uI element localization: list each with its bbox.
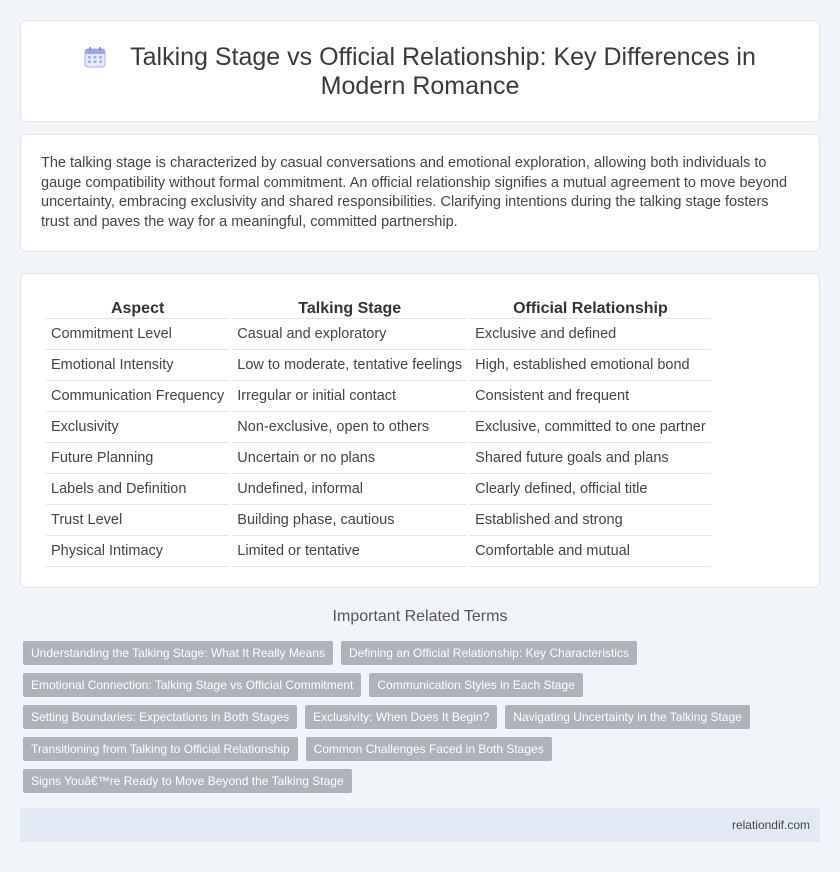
official-relationship-cell: Comfortable and mutual <box>470 536 711 567</box>
aspect-cell: Future Planning <box>46 443 229 474</box>
talking-stage-cell: Limited or tentative <box>232 536 467 567</box>
official-relationship-cell: Exclusive and defined <box>470 319 711 350</box>
aspect-cell: Physical Intimacy <box>46 536 229 567</box>
table-row <box>46 412 711 443</box>
official-relationship-cell: Shared future goals and plans <box>470 443 711 474</box>
talking-stage-cell: Uncertain or no plans <box>232 443 467 474</box>
table-row <box>46 381 711 412</box>
aspect-cell: Commitment Level <box>46 319 229 350</box>
comparison-table <box>43 296 714 567</box>
related-term-link[interactable]: Common Challenges Faced in Both Stages <box>306 737 552 761</box>
talking-stage-cell: Building phase, cautious <box>232 505 467 536</box>
talking-stage-cell: Undefined, informal <box>232 474 467 505</box>
related-term-link[interactable]: Signs Youâ€™re Ready to Move Beyond the Talking Stage <box>23 769 352 793</box>
official-relationship-cell: High, established emotional bond <box>470 350 711 381</box>
intro-paragraph: The talking stage is characterized by casual conversations and emotional exploration, allowing both individuals to gauge compatibility without formal commitment. An official relationship signifies a mutual agreement to move beyond uncertainty, embracing exclusivity and shared responsibilities. Clarifying intentions during the talking stage fosters trust and paves the way for a meaningful, committed partnership. <box>41 155 788 230</box>
page-title-row <box>21 43 819 101</box>
related-terms-list <box>23 641 813 793</box>
table-header-row <box>46 296 711 319</box>
related-term-link[interactable]: Defining an Official Relationship: Key Characteristics <box>341 641 637 665</box>
talking-stage-cell: Casual and exploratory <box>232 319 467 350</box>
related-term-link[interactable]: Navigating Uncertainty in the Talking Stage <box>505 705 750 729</box>
aspect-cell: Exclusivity <box>46 412 229 443</box>
aspect-cell: Emotional Intensity <box>46 350 229 381</box>
title-card <box>20 20 820 122</box>
related-term-link[interactable]: Understanding the Talking Stage: What It Really Means <box>23 641 333 665</box>
talking-stage-cell: Non-exclusive, open to others <box>232 412 467 443</box>
talking-stage-cell: Low to moderate, tentative feelings <box>232 350 467 381</box>
table-row <box>46 474 711 505</box>
aspect-cell: Labels and Definition <box>46 474 229 505</box>
table-row <box>46 443 711 474</box>
official-relationship-cell: Clearly defined, official title <box>470 474 711 505</box>
header-talking-stage: Talking Stage <box>232 296 467 319</box>
page-title: Talking Stage vs Official Relationship: Key Differences in Modern Romance <box>130 43 756 100</box>
comparison-card <box>20 273 820 588</box>
calendar-icon <box>84 46 106 68</box>
aspect-cell: Communication Frequency <box>46 381 229 412</box>
footer <box>20 808 820 842</box>
official-relationship-cell: Exclusive, committed to one partner <box>470 412 711 443</box>
footer-site-link[interactable]: relationdif.com <box>731 818 810 832</box>
table-row <box>46 319 711 350</box>
talking-stage-cell: Irregular or initial contact <box>232 381 467 412</box>
related-term-link[interactable]: Transitioning from Talking to Official Relationship <box>23 737 298 761</box>
intro-card <box>20 134 820 252</box>
related-term-link[interactable]: Emotional Connection: Talking Stage vs Official Commitment <box>23 673 361 697</box>
related-term-link[interactable]: Setting Boundaries: Expectations in Both Stages <box>23 705 297 729</box>
related-terms-title: Important Related Terms <box>332 608 508 625</box>
header-aspect: Aspect <box>46 296 229 319</box>
aspect-cell: Trust Level <box>46 505 229 536</box>
official-relationship-cell: Established and strong <box>470 505 711 536</box>
table-row <box>46 505 711 536</box>
table-row <box>46 350 711 381</box>
table-row <box>46 536 711 567</box>
official-relationship-cell: Consistent and frequent <box>470 381 711 412</box>
related-term-link[interactable]: Exclusivity: When Does It Begin? <box>305 705 497 729</box>
related-term-link[interactable]: Communication Styles in Each Stage <box>369 673 582 697</box>
header-official-relationship: Official Relationship <box>470 296 711 319</box>
